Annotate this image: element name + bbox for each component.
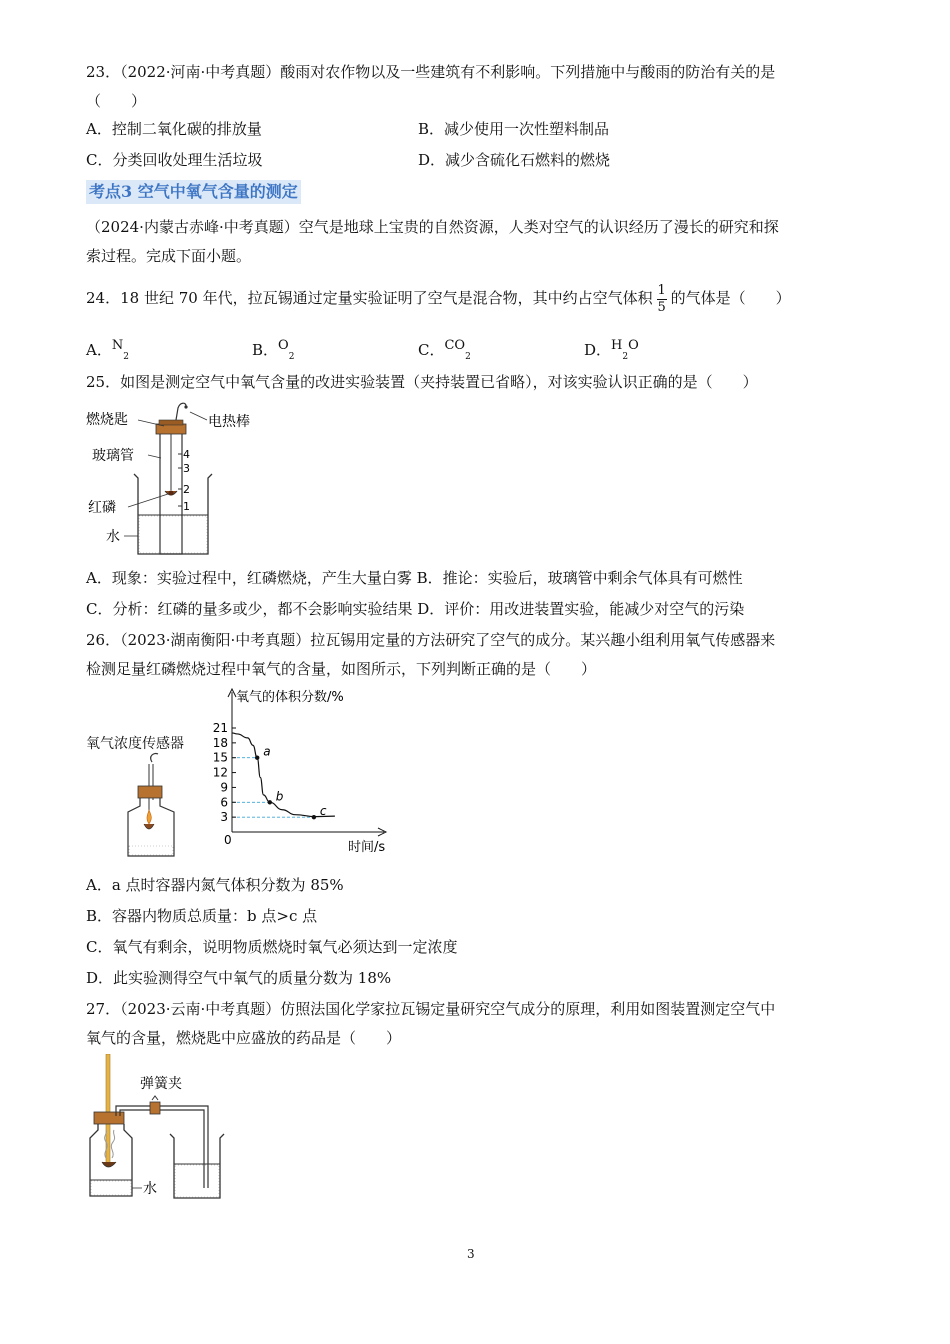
- q24-stem: [86, 276, 791, 320]
- chart-y-tick-label: 12: [212, 765, 228, 780]
- mark-4: 4: [183, 448, 190, 461]
- chart-ylabel: 氧气的体积分数/%: [236, 690, 344, 705]
- chart-y-tick-label: 18: [212, 735, 228, 750]
- sensor-bottle-figure: [118, 750, 188, 860]
- q24-option-b[interactable]: B．$O_2$: [252, 338, 295, 362]
- fraction-denominator: 5: [657, 299, 666, 315]
- intro-line-2: 索过程。完成下面小题。: [86, 247, 252, 265]
- q24-stem-after: 的气体是（ ）: [670, 289, 791, 307]
- chart-y-tick-label: 9: [220, 780, 228, 795]
- q25-options-row-1[interactable]: A．现象：实验过程中，红磷燃烧，产生大量白雾 B．推论：实验后，玻璃管中剩余气体具有可燃性: [86, 569, 743, 587]
- page-number: 3: [467, 1247, 475, 1261]
- q25-options-row-2[interactable]: C．分析：红磷的量多或少，都不会影响实验结果 D．评价：用改进装置实验，能减少对空气的污染: [86, 600, 745, 618]
- mark-3: 3: [183, 462, 190, 475]
- q27-apparatus-figure: [86, 1054, 236, 1204]
- q23-option-b[interactable]: B．减少使用一次性塑料制品: [418, 120, 610, 138]
- q23-paren: （ ）: [86, 92, 147, 110]
- chart-point-b: [268, 800, 272, 804]
- q26-line-2: 检测足量红磷燃烧过程中氧气的含量，如图所示，下列判断正确的是（ ）: [86, 660, 597, 678]
- oxygen-chart: [196, 684, 396, 862]
- label-glass-tube: 玻璃管: [92, 448, 134, 464]
- q26-option-b[interactable]: B．容器内物质总质量：b 点>c 点: [86, 907, 318, 925]
- q26-option-d[interactable]: D．此实验测得空气中氧气的质量分数为 18%: [86, 969, 392, 987]
- chart-xlabel: 时间/s: [348, 840, 386, 855]
- q23-option-c[interactable]: C．分类回收处理生活垃圾: [86, 151, 263, 169]
- sensor-label: 氧气浓度传感器: [86, 736, 184, 752]
- chart-y-tick-label: 3: [220, 810, 228, 825]
- q23-option-a[interactable]: A．控制二氧化碳的排放量: [86, 120, 262, 138]
- chart-y-tick-label: 21: [212, 721, 228, 735]
- q26-line-1: 26．（2023·湖南衡阳·中考真题）拉瓦锡用定量的方法研究了空气的成分。某兴趣小组利用氧气传感器来: [86, 631, 776, 649]
- mark-1: 1: [183, 500, 190, 513]
- q24-stem-before: 24．18 世纪 70 年代，拉瓦锡通过定量实验证明了空气是混合物，其中约占空气体积: [86, 289, 653, 307]
- chart-point-c: [312, 815, 316, 819]
- q24-fraction: [657, 284, 667, 315]
- q25-stem: 25．如图是测定空气中氧气含量的改进实验装置（夹持装置已省略），对该实验认识正确的是（ ）: [86, 373, 758, 391]
- q25-apparatus-figure: [86, 398, 276, 560]
- label-heating-rod: 电热棒: [208, 414, 250, 430]
- chart-point-a: [255, 756, 259, 760]
- q23-option-d[interactable]: D．减少含硫化石燃料的燃烧: [418, 151, 611, 169]
- section-header: 考点3 空气中氧气含量的测定: [86, 180, 301, 204]
- q24-option-d[interactable]: D．$H_2O$: [584, 338, 639, 362]
- chart-point-label-c: c: [319, 804, 327, 819]
- chart-origin-label: 0: [224, 833, 232, 847]
- chart-y-tick-label: 15: [212, 750, 228, 765]
- q27-line-2: 氧气的含量，燃烧匙中应盛放的药品是（ ）: [86, 1029, 402, 1047]
- q27-line-1: 27．（2023·云南·中考真题）仿照法国化学家拉瓦锡定量研究空气成分的原理，利用如图装置测定空气中: [86, 1000, 776, 1018]
- q24-option-a[interactable]: A．$N_2$: [86, 338, 129, 362]
- mark-2: 2: [183, 483, 190, 496]
- fraction-numerator: 1: [657, 282, 666, 298]
- q26-option-c[interactable]: C．氧气有剩余，说明物质燃烧时氧气必须达到一定浓度: [86, 938, 458, 956]
- intro-line-1: （2024·内蒙古赤峰·中考真题）空气是地球上宝贵的自然资源，人类对空气的认识经历了漫长的研究和探: [86, 218, 779, 236]
- label-spoon: 燃烧匙: [86, 412, 128, 428]
- chart-y-tick-label: 6: [220, 795, 228, 810]
- chart-point-label-b: b: [275, 789, 284, 804]
- q24-option-c[interactable]: C．$CO_2$: [418, 338, 471, 362]
- label-red-phosphorus: 红磷: [88, 500, 116, 516]
- q23-stem: 23．（2022·河南·中考真题）酸雨对农作物以及一些建筑有不利影响。下列措施中与酸雨的防治有关的是: [86, 63, 776, 81]
- label-water-27: 水: [143, 1181, 157, 1197]
- label-water: 水: [106, 529, 120, 545]
- label-spring-clamp: 弹簧夹: [140, 1076, 182, 1092]
- chart-point-label-a: a: [263, 744, 271, 759]
- q26-option-a[interactable]: A．a 点时容器内氮气体积分数为 85%: [86, 876, 344, 894]
